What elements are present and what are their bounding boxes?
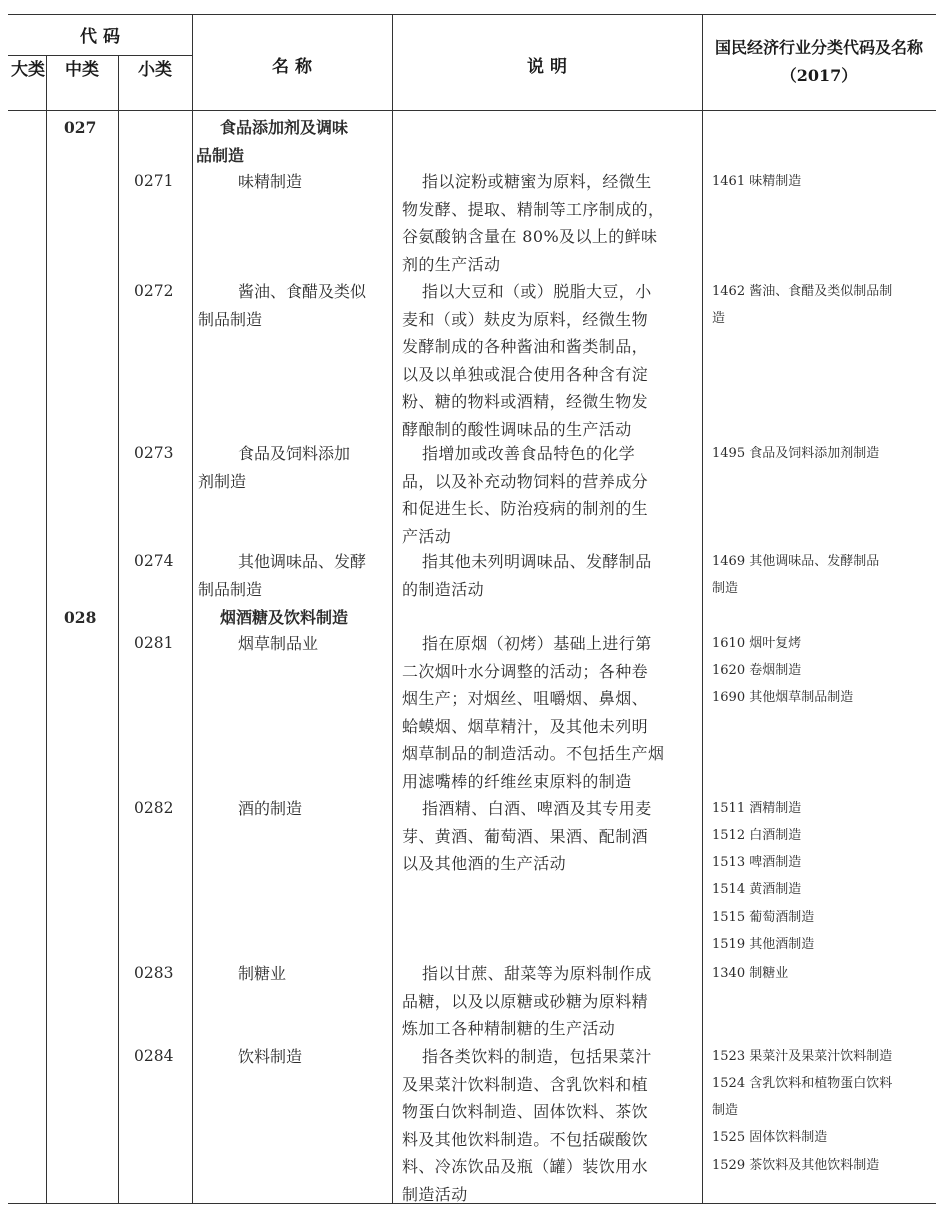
row-code: 0281 xyxy=(134,634,174,652)
row-desc-line: 指以淀粉或糖蜜为原料，经微生 xyxy=(422,172,652,191)
row-desc-line: 物发酵、提取、精制等工序制成的， xyxy=(402,199,665,219)
row-name-line: 酒的制造 xyxy=(238,799,303,818)
row-desc-line: 酵酿制的酸性调味品的生产活动 xyxy=(402,419,632,439)
row-desc-line: 谷氨酸钠含量在 80%及以上的鲜味 xyxy=(402,227,658,246)
row-ref-line: 1461 味精制造 xyxy=(712,174,802,189)
row-desc-line: 及果菜汁饮料制造、含乳饮料和植 xyxy=(402,1074,649,1094)
row-desc-line: 麦和（或）麸皮为原料，经微生物 xyxy=(402,309,649,329)
table-top-rule xyxy=(8,14,936,15)
row-code: 0283 xyxy=(134,964,174,982)
row-desc-line: 用滤嘴棒的纤维丝束原料的制造 xyxy=(402,771,632,791)
header-code-divider xyxy=(8,55,192,56)
row-desc-line: 指以甘蔗、甜菜等为原料制作成 xyxy=(422,964,652,983)
header-bottom-rule xyxy=(8,110,936,111)
row-desc-line: 粉、糖的物料或酒精，经微生物发 xyxy=(402,392,649,411)
row-ref-line: 1514 黄酒制造 xyxy=(712,882,802,897)
row-name-line: 制糖业 xyxy=(238,964,287,983)
row-desc-line: 指酒精、白酒、啤酒及其专用麦 xyxy=(422,799,652,818)
row-ref-line: 1340 制糖业 xyxy=(712,966,789,981)
header-description: 说 明 xyxy=(527,57,567,77)
row-ref-line: 造 xyxy=(712,311,726,326)
row-desc-line: 剂的生产活动 xyxy=(402,254,501,274)
row-desc-line: 指其他未列明调味品、发酵制品 xyxy=(422,552,652,571)
row-name-line: 味精制造 xyxy=(238,172,303,191)
row-desc-line: 产活动 xyxy=(402,526,452,546)
row-desc-line: 制造活动 xyxy=(402,1184,468,1204)
col-divider-desc xyxy=(702,14,703,1203)
row-desc-line: 以及其他酒的生产活动 xyxy=(402,854,567,873)
row-ref-line: 1511 酒精制造 xyxy=(712,801,802,816)
group-name-line: 食品添加剂及调味 xyxy=(220,118,349,137)
col-divider-middle xyxy=(118,55,119,1203)
header-middle: 中类 xyxy=(65,60,99,80)
row-ref-line: 1495 食品及饲料添加剂制造 xyxy=(712,446,880,461)
row-ref-line: 制造 xyxy=(712,581,739,596)
row-ref-line: 1525 固体饮料制造 xyxy=(712,1130,828,1145)
row-code: 0272 xyxy=(134,282,174,300)
header-major: 大类 xyxy=(11,60,45,80)
row-name-line: 饮料制造 xyxy=(238,1047,303,1066)
row-ref-line: 1610 烟叶复烤 xyxy=(712,636,802,651)
header-name: 名 称 xyxy=(272,57,312,77)
row-desc-line: 烟草制品的制造活动。不包括生产烟 xyxy=(402,744,665,763)
row-desc-line: 芽、黄酒、葡萄酒、果酒、配制酒 xyxy=(402,826,649,846)
table-bottom-rule xyxy=(8,1203,936,1204)
row-desc-line: 炼加工各种精制糖的生产活动 xyxy=(402,1019,616,1038)
row-ref-line: 1519 其他酒制造 xyxy=(712,937,815,952)
row-desc-line: 料及其他饮料制造。不包括碳酸饮 xyxy=(402,1129,649,1149)
header-code: 代 码 xyxy=(80,27,120,47)
row-code: 0274 xyxy=(134,552,174,570)
row-desc-line: 物蛋白饮料制造、固体饮料、茶饮 xyxy=(402,1102,649,1121)
row-desc-line: 二次烟叶水分调整的活动；各种卷 xyxy=(402,661,649,681)
col-divider-minor xyxy=(192,14,193,1203)
row-desc-line: 蛤蟆烟、烟草精汁，及其他未列明 xyxy=(402,716,649,736)
group-name-line: 烟酒糖及饮料制造 xyxy=(220,608,349,627)
row-desc-line: 指增加或改善食品特色的化学 xyxy=(422,444,636,463)
row-ref-line: 1690 其他烟草制品制造 xyxy=(712,690,854,705)
row-ref-line: 1462 酱油、食醋及类似制品制 xyxy=(712,284,893,299)
row-code: 0284 xyxy=(134,1047,174,1065)
row-ref-line: 1513 啤酒制造 xyxy=(712,855,802,870)
row-name-line: 剂制造 xyxy=(198,471,247,491)
row-name-line: 酱油、食醋及类似 xyxy=(238,282,367,301)
col-divider-major xyxy=(46,55,47,1203)
header-ref: 国民经济行业分类代码及名称（2017） xyxy=(714,38,923,85)
group-code: 027 xyxy=(64,118,97,137)
row-ref-line: 1512 白酒制造 xyxy=(712,828,802,843)
row-ref-line: 1523 果菜汁及果菜汁饮料制造 xyxy=(712,1049,893,1064)
row-ref-line: 1529 茶饮料及其他饮料制造 xyxy=(712,1158,880,1173)
row-desc-line: 指在原烟（初烤）基础上进行第 xyxy=(422,634,652,653)
row-ref-line: 1524 含乳饮料和植物蛋白饮料 xyxy=(712,1076,893,1091)
row-code: 0271 xyxy=(134,172,174,190)
row-ref-line: 1515 葡萄酒制造 xyxy=(712,910,815,925)
header-minor: 小类 xyxy=(138,60,172,80)
row-name-line: 烟草制品业 xyxy=(238,634,319,653)
row-desc-line: 品，以及补充动物饲料的营养成分 xyxy=(402,471,649,491)
row-desc-line: 和促进生长、防治疫病的制剂的生 xyxy=(402,499,649,518)
col-divider-name xyxy=(392,14,393,1203)
row-code: 0273 xyxy=(134,444,174,462)
row-desc-line: 以及以单独或混合使用各种含有淀 xyxy=(402,364,649,384)
row-desc-line: 发酵制成的各种酱油和酱类制品， xyxy=(402,337,649,356)
row-desc-line: 指以大豆和（或）脱脂大豆，小 xyxy=(422,282,652,301)
row-name-line: 制品制造 xyxy=(198,309,263,329)
row-desc-line: 烟生产；对烟丝、咀嚼烟、鼻烟、 xyxy=(402,689,649,708)
group-name-line: 品制造 xyxy=(196,145,245,165)
row-name-line: 其他调味品、发酵 xyxy=(238,552,367,571)
row-desc-line: 的制造活动 xyxy=(402,579,485,599)
row-name-line: 制品制造 xyxy=(198,579,263,599)
row-desc-line: 指各类饮料的制造，包括果菜汁 xyxy=(422,1047,652,1066)
row-name-line: 食品及饲料添加 xyxy=(238,444,351,463)
row-ref-line: 制造 xyxy=(712,1103,739,1118)
row-desc-line: 料、冷冻饮品及瓶（罐）装饮用水 xyxy=(402,1157,649,1176)
row-desc-line: 品糖，以及以原糖或砂糖为原料精 xyxy=(402,991,649,1011)
group-code: 028 xyxy=(64,608,97,627)
row-ref-line: 1469 其他调味品、发酵制品 xyxy=(712,554,880,569)
row-ref-line: 1620 卷烟制造 xyxy=(712,663,802,678)
row-code: 0282 xyxy=(134,799,174,817)
